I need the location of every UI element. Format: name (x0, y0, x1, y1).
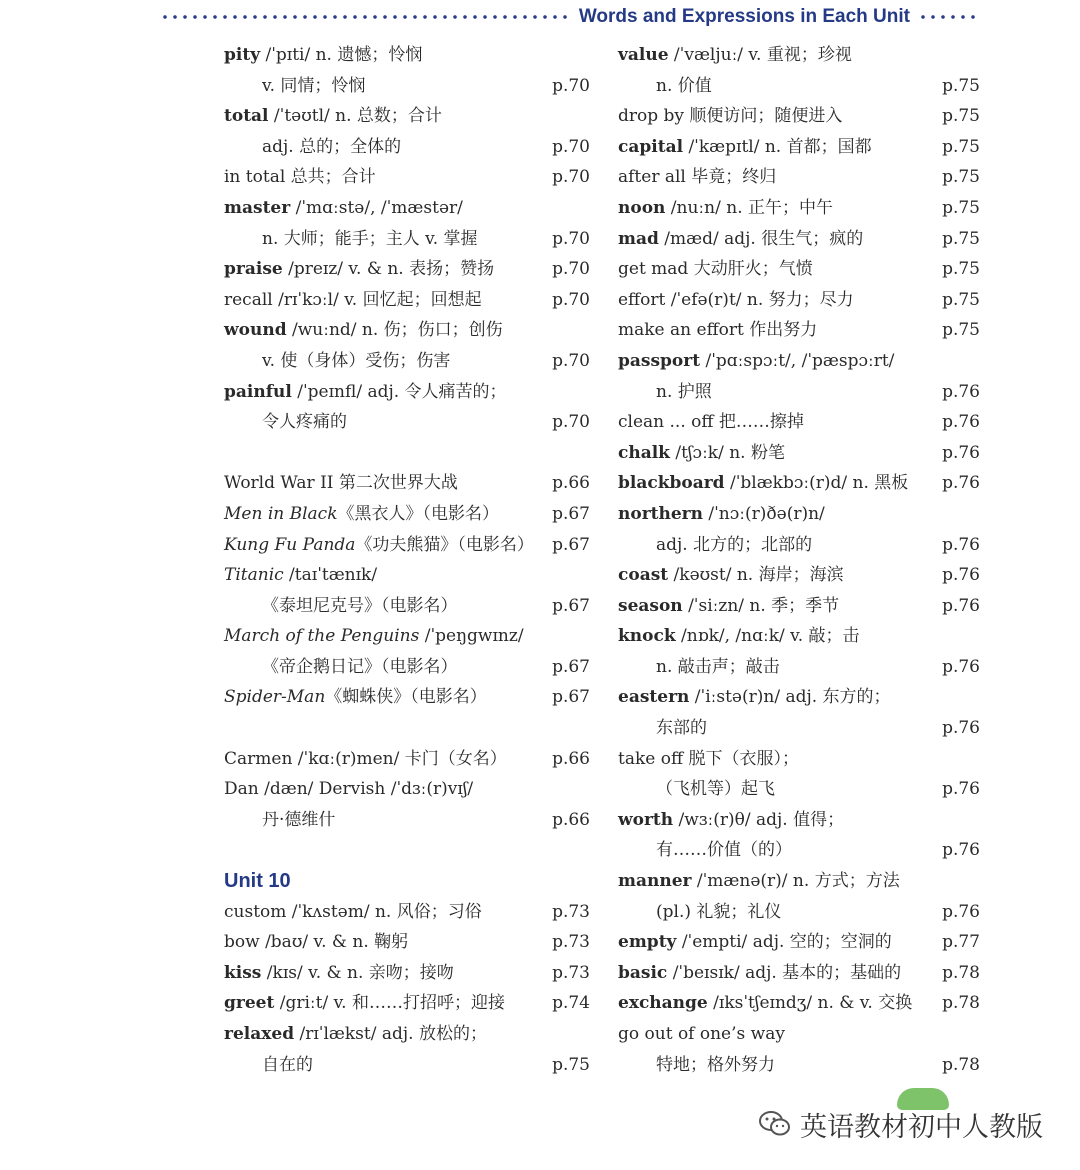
headword: chalk (618, 442, 670, 463)
headword: knock (618, 626, 676, 647)
page-ref: p.70 (552, 136, 590, 157)
definition: (pl.) 礼貌；礼仪 (656, 901, 782, 922)
definition: Carmen /ˈkɑː(r)men/ 卡门（女名） (224, 748, 507, 769)
headword: exchange (618, 993, 708, 1014)
page-ref: p.75 (942, 259, 980, 280)
definition: take off 脱下（衣服）； (618, 748, 799, 769)
vocab-line (618, 407, 980, 438)
definition: 令人疼痛的 (262, 412, 347, 433)
vocab-line (618, 224, 980, 255)
vocab-line (224, 285, 590, 316)
page-ref: p.67 (552, 656, 590, 677)
headword: coast (618, 565, 669, 586)
definition: v. 同情；怜悯 (262, 75, 366, 96)
definition: /tʃɔːk/ n. 粉笔 (669, 442, 785, 463)
page-ref: p.76 (942, 656, 980, 677)
page-ref: p.70 (552, 228, 590, 249)
headword: worth (618, 809, 674, 830)
vocab-line (618, 988, 980, 1019)
definition: /ˈpeŋgwɪnz/ (419, 626, 524, 647)
vocab-line (618, 927, 980, 958)
vocab-line (224, 958, 590, 989)
definition: /wɜː(r)θ/ adj. 值得； (673, 809, 845, 830)
left-column (224, 40, 590, 1080)
vocab-line (618, 1019, 980, 1050)
page-ref: p.76 (942, 595, 980, 616)
vocab-line (618, 40, 980, 71)
definition: 丹·德维什 (262, 809, 336, 830)
headword: basic (618, 962, 668, 983)
vocab-line (224, 1050, 590, 1081)
vocab-line (224, 407, 590, 438)
headword: painful (224, 381, 292, 402)
headword: master (224, 197, 291, 218)
spacer (224, 713, 590, 744)
vocab-line (224, 468, 590, 499)
page-ref: p.67 (552, 534, 590, 555)
vocab-line (224, 591, 590, 622)
definition: 有……价值（的） (656, 840, 792, 861)
vocab-line (224, 377, 590, 408)
vocab-line (618, 315, 980, 346)
definition: /ˈbeɪsɪk/ adj. 基本的；基础的 (667, 962, 902, 983)
definition: /griːt/ v. 和……打招呼；迎接 (274, 993, 505, 1014)
page-ref: p.70 (552, 259, 590, 280)
vocab-line (618, 835, 980, 866)
page-ref: p.70 (552, 350, 590, 371)
vocab-line (618, 530, 980, 561)
page-ref: p.75 (552, 1054, 590, 1075)
definition: /ˈvæljuː/ v. 重视；珍视 (668, 45, 852, 65)
page-ref: p.78 (942, 962, 980, 983)
page-ref: p.77 (942, 932, 980, 953)
vocab-line (618, 377, 980, 408)
definition: /ˈsiːzn/ n. 季；季节 (682, 595, 840, 616)
page-ref: p.76 (942, 534, 980, 555)
vocab-line (224, 774, 590, 805)
definition: /ˈtəʊtl/ n. 总数；合计 (268, 106, 442, 127)
headword: northern (618, 503, 703, 524)
headword: empty (618, 932, 677, 953)
page-ref: p.73 (552, 932, 590, 953)
page-ref: p.70 (552, 412, 590, 433)
definition: v. 使（身体）受伤；伤害 (262, 350, 451, 371)
definition: 《泰坦尼克号》（电影名） (262, 595, 458, 616)
vocab-line (224, 101, 590, 132)
definition: /taɪˈtænɪk/ (283, 565, 378, 586)
definition: adj. 北方的；北部的 (656, 534, 813, 555)
page-ref: p.70 (552, 167, 590, 188)
vocab-line (224, 927, 590, 958)
vocab-line (618, 346, 980, 377)
definition: go out of one’s way (618, 1024, 785, 1044)
vocab-line (224, 682, 590, 713)
vocab-line (224, 346, 590, 377)
definition: 《功夫熊猫》（电影名） (355, 534, 534, 555)
vocab-line (618, 71, 980, 102)
vocab-line (618, 468, 980, 499)
vocab-line (618, 805, 980, 836)
page-ref: p.76 (942, 381, 980, 402)
definition: in total 总共；合计 (224, 167, 376, 188)
page-ref: p.70 (552, 289, 590, 310)
headword: March of the Penguins (224, 626, 420, 647)
vocab-line (224, 162, 590, 193)
definition: /ˈmænə(r)/ n. 方式；方法 (691, 871, 900, 892)
page-ref: p.66 (552, 748, 590, 769)
page-ref: p.75 (942, 228, 980, 249)
vocab-line (618, 438, 980, 469)
vocab-line (618, 193, 980, 224)
definition: /ˈpɪti/ n. 遗憾；怜悯 (260, 45, 423, 65)
page-ref: p.78 (942, 993, 980, 1014)
definition: /nɒk/, /nɑːk/ v. 敲；击 (675, 626, 860, 647)
definition: 《黑衣人》（电影名） (337, 503, 499, 524)
headword: blackboard (618, 473, 725, 494)
spacer (224, 835, 590, 866)
definition: /nuːn/ n. 正午；中午 (665, 197, 833, 218)
definition: n. 价值 (656, 75, 712, 96)
header-dots-left (160, 15, 571, 19)
headword: greet (224, 993, 275, 1014)
definition: /ˈblækbɔː(r)d/ n. 黑板 (724, 473, 909, 494)
vocab-line (618, 897, 980, 928)
vocab-line (618, 162, 980, 193)
vocab-line (618, 652, 980, 683)
vocab-line (618, 1050, 980, 1081)
definition: clean ... off 把……擦掉 (618, 412, 804, 433)
vocab-line (618, 285, 980, 316)
page-ref: p.75 (942, 167, 980, 188)
page-ref: p.66 (552, 473, 590, 494)
page-ref: p.66 (552, 809, 590, 830)
page-ref: p.75 (942, 289, 980, 310)
definition: /mæd/ adj. 很生气；疯的 (658, 228, 864, 249)
page-ref: p.76 (942, 442, 980, 463)
header-title: Words and Expressions in Each Unit (578, 6, 910, 27)
vocab-line (224, 530, 590, 561)
definition: /ˈiːstə(r)n/ adj. 东方的； (689, 687, 891, 708)
headword: passport (618, 350, 701, 371)
definition: effort /ˈefə(r)t/ n. 努力；尽力 (618, 289, 854, 310)
page-ref: p.76 (942, 473, 980, 494)
definition: 东部的 (656, 718, 707, 739)
page-ref: p.75 (942, 75, 980, 96)
vocab-line (224, 560, 590, 591)
headword: praise (224, 259, 283, 280)
page-header (160, 4, 980, 30)
spacer (224, 438, 590, 469)
vocab-line (224, 744, 590, 775)
page-ref: p.78 (942, 1054, 980, 1075)
page-ref: p.70 (552, 75, 590, 96)
headword: eastern (618, 687, 690, 708)
headword: pity (224, 45, 261, 65)
definition: /ɪksˈtʃeɪndʒ/ n. & v. 交换 (707, 993, 913, 1014)
vocab-line (618, 774, 980, 805)
definition: /wuːnd/ n. 伤；伤口；创伤 (286, 320, 503, 341)
vocab-line (224, 40, 590, 71)
page-ref: p.76 (942, 901, 980, 922)
definition: get mad 大动肝火；气愤 (618, 259, 813, 280)
page-ref: p.73 (552, 901, 590, 922)
vocab-line (224, 193, 590, 224)
definition: n. 大师；能手；主人 v. 掌握 (262, 228, 478, 249)
right-column (618, 40, 980, 1080)
vocab-line (224, 988, 590, 1019)
header-dots-right (918, 15, 980, 19)
definition: /kəʊst/ n. 海岸；海滨 (668, 565, 844, 586)
vocab-line (224, 132, 590, 163)
vocab-line (618, 744, 980, 775)
page-ref: p.74 (552, 993, 590, 1014)
definition: 《帝企鹅日记》（电影名） (262, 656, 458, 677)
vocab-line (618, 254, 980, 285)
definition: /kɪs/ v. & n. 亲吻；接吻 (261, 962, 454, 983)
definition: /ˈnɔː(r)ðə(r)n/ (703, 503, 825, 524)
vocab-line (618, 132, 980, 163)
definition: adj. 总的；全体的 (262, 136, 402, 157)
definition: after all 毕竟；终归 (618, 167, 777, 188)
vocab-line (224, 71, 590, 102)
page-ref: p.76 (942, 718, 980, 739)
headword: value (618, 45, 669, 65)
definition: /ˈmɑːstə/, /ˈmæstər/ (290, 197, 463, 218)
vocab-line (224, 224, 590, 255)
headword: season (618, 595, 683, 616)
vocab-line (618, 499, 980, 530)
vocab-line (618, 560, 980, 591)
headword: manner (618, 871, 692, 892)
definition: （飞机等）起飞 (656, 779, 775, 800)
headword: Titanic (224, 565, 284, 586)
page-ref: p.67 (552, 503, 590, 524)
headword: wound (224, 320, 287, 341)
headword: Men in Black (224, 503, 338, 524)
definition: 特地；格外努力 (656, 1054, 775, 1075)
page-ref: p.73 (552, 962, 590, 983)
vocab-line (618, 713, 980, 744)
definition: /ˈpɑːspɔːt/, /ˈpæspɔːrt/ (700, 350, 895, 371)
definition: /ˈkæpɪtl/ n. 首都；国都 (683, 136, 872, 157)
vocab-line (224, 499, 590, 530)
headword: total (224, 106, 269, 127)
vocab-line (618, 958, 980, 989)
definition: n. 护照 (656, 381, 712, 402)
page-ref: p.75 (942, 197, 980, 218)
page-ref: p.75 (942, 136, 980, 157)
definition: make an effort 作出努力 (618, 320, 818, 341)
vocab-line (224, 621, 590, 652)
page-ref: p.67 (552, 595, 590, 616)
definition: custom /ˈkʌstəm/ n. 风俗；习俗 (224, 901, 482, 922)
vocab-line (618, 591, 980, 622)
unit-heading (224, 866, 590, 897)
definition: /preɪz/ v. & n. 表扬；赞扬 (282, 259, 495, 280)
definition: /ˈpeɪnfl/ adj. 令人痛苦的； (291, 381, 507, 402)
headword: Kung Fu Panda (224, 534, 356, 555)
definition: /rɪˈlækst/ adj. 放松的； (294, 1024, 487, 1044)
page-ref: p.75 (942, 320, 980, 341)
page-ref: p.67 (552, 687, 590, 708)
definition: 《蜘蛛侠》（电影名） (325, 687, 487, 708)
page-ref: p.76 (942, 840, 980, 861)
definition: bow /baʊ/ v. & n. 鞠躬 (224, 932, 409, 953)
vocab-line (618, 621, 980, 652)
watermark-text: 英语教材初中人教版 (800, 1111, 1043, 1143)
page-ref: p.76 (942, 779, 980, 800)
vocab-line (224, 1019, 590, 1050)
vocab-line (224, 897, 590, 928)
headword: capital (618, 136, 684, 157)
headword: kiss (224, 962, 262, 983)
vocab-line (224, 805, 590, 836)
definition: recall /rɪˈkɔːl/ v. 回忆起；回想起 (224, 289, 482, 310)
vocab-line (618, 866, 980, 897)
definition: Dan /dæn/ Dervish /ˈdɜː(r)vɪʃ/ (224, 779, 474, 800)
headword: relaxed (224, 1024, 295, 1044)
definition: n. 敲击声；敲击 (656, 656, 780, 677)
headword: noon (618, 197, 666, 218)
page-ref: p.75 (942, 106, 980, 127)
vocab-line (224, 652, 590, 683)
vocab-line (224, 315, 590, 346)
definition: drop by 顺便访问；随便进入 (618, 106, 843, 127)
headword: mad (618, 228, 659, 249)
unit-title: Unit 10 (224, 870, 291, 893)
vocab-line (618, 101, 980, 132)
watermark (758, 1102, 1043, 1146)
definition: /ˈempti/ adj. 空的；空洞的 (676, 932, 892, 953)
vocab-line (224, 254, 590, 285)
vocab-line (618, 682, 980, 713)
wechat-icon (758, 1109, 792, 1139)
page-ref: p.76 (942, 565, 980, 586)
definition: 自在的 (262, 1054, 313, 1075)
definition: World War II 第二次世界大战 (224, 473, 458, 494)
page-ref: p.76 (942, 412, 980, 433)
headword: Spider-Man (224, 687, 326, 708)
